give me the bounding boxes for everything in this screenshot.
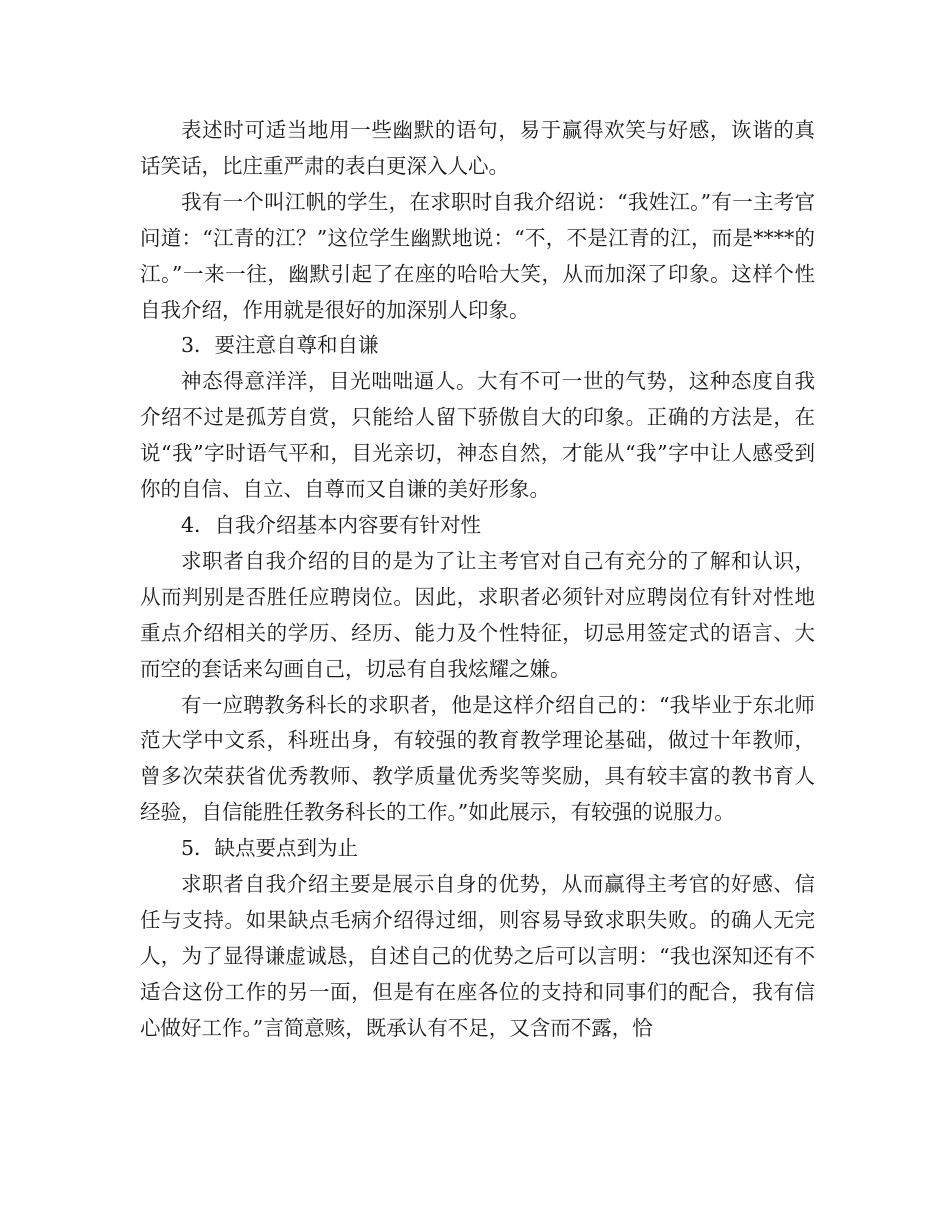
paragraph-teacher-example: 有一应聘教务科长的求职者，他是这样介绍自己的：“我毕业于东北师范大学中文系，科班出身，有较强的教育教学理论基础，做过十年教师，曾多次荣获省优秀教师、教学质量优秀奖等奖励，具有较丰富的教书育人经验，自信能胜任教务科长的工作。”如此展示，有较强的说服力。 [140, 692, 815, 825]
section-heading-4: 4．自我介绍基本内容要有针对性 [181, 512, 482, 537]
paragraph-shortcomings: 求职者自我介绍主要是展示自身的优势，从而赢得主考官的好感、信任与支持。如果缺点毛病介绍得过细，则容易导致求职失败。的确人无完人，为了显得谦虚诚恳，自述自己的优势之后可以言明：“我也深知还有不适合这份工作的另一面，但是有在座各位的支持和同事们的配合，我有信心做好工作。”言简意赅，既承认有不足，又含而不露，恰 [140, 872, 815, 1040]
paragraph-humor-intro: 表述时可适当地用一些幽默的语句，易于赢得欢笑与好感，诙谐的真话笑话，比庄重严肃的表白更深入人心。 [140, 118, 815, 178]
document-page [140, 113, 815, 1047]
paragraph-self-respect: 神态得意洋洋，目光咄咄逼人。大有不可一世的气势，这种态度自我介绍不过是孤芳自赏，只能给人留下骄傲自大的印象。正确的方法是，在说“我”字时语气平和，目光亲切，神态自然，才能从“我”字中让人感受到你的自信、自立、自尊而又自谦的美好形象。 [140, 369, 815, 502]
paragraph-jiangfan-example: 我有一个叫江帆的学生，在求职时自我介绍说：“我姓江。”有一主考官问道：“江青的江？”这位学生幽默地说：“不，不是江青的江，而是****的江。”一来一往，幽默引起了在座的哈哈大笑，从而加深了印象。这样个性自我介绍，作用就是很好的加深别人印象。 [140, 189, 815, 322]
section-heading-5: 5．缺点要点到为止 [181, 836, 359, 861]
paragraph-targeted-content: 求职者自我介绍的目的是为了让主考官对自己有充分的了解和认识，从而判别是否胜任应聘岗位。因此，求职者必须针对应聘岗位有针对性地重点介绍相关的学历、经历、能力及个性特征，切忌用签定式的语言、大而空的套话来勾画自己，切忌有自我炫耀之嫌。 [140, 548, 815, 681]
section-heading-3: 3．要注意自尊和自谦 [181, 333, 379, 358]
